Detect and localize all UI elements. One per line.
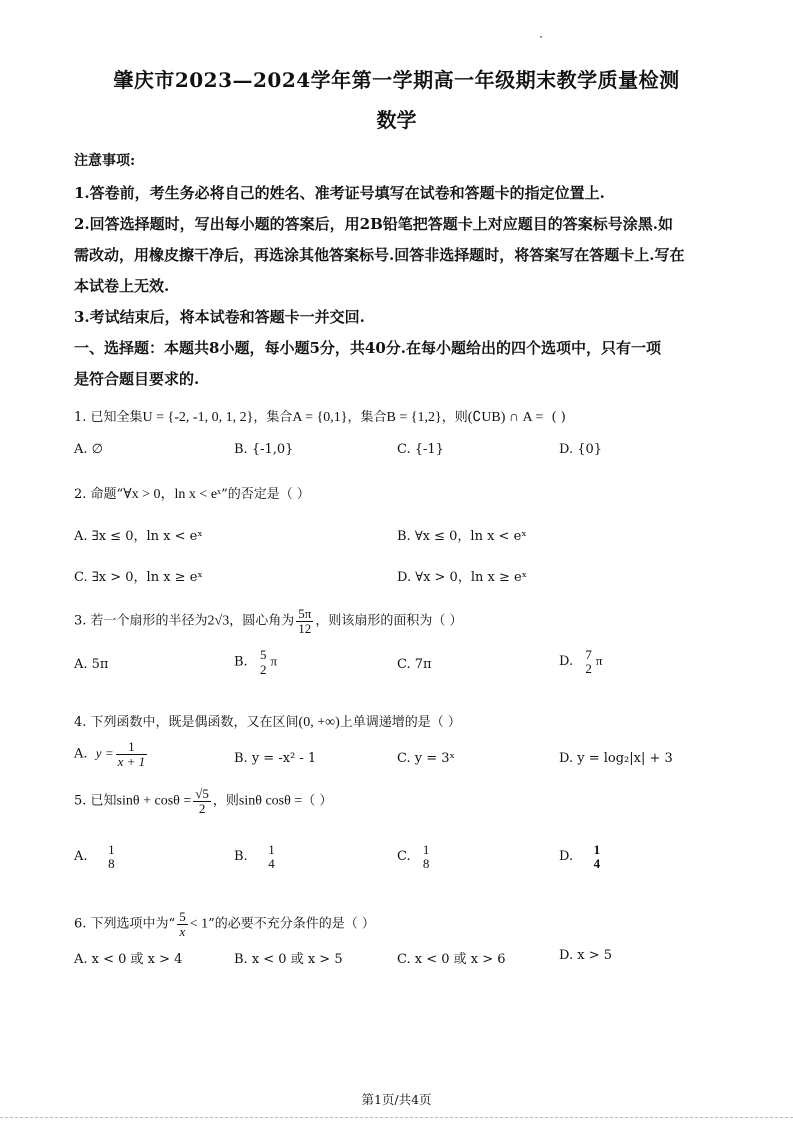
q3-option-a: A. 5π <box>74 657 109 672</box>
q2-option-a: A. ∃x ≤ 0，ln x < eˣ <box>74 529 203 544</box>
question-1-stem: 1. 已知全集U = {-2, -1, 0, 1, 2}，集合A = {0,1}，集合B = {1,2}，则(∁UB) ∩ A = ( ) <box>74 410 566 425</box>
question-5-stem: 5. 已知sinθ + cosθ = $\frac{√5}{2}$ ，则sinθ cosθ =（ ） <box>74 786 333 816</box>
page-bottom-edge <box>0 1117 793 1119</box>
q5-option-a: A. 1 8 <box>74 842 115 871</box>
notes-heading: 注意事项: <box>74 153 136 169</box>
scan-speck <box>540 36 542 38</box>
q2-option-d: D. ∀x > 0，ln x ≥ eˣ <box>397 570 528 585</box>
q3-option-b: B. $\frac{5}{2}$ π <box>234 647 278 677</box>
q6-option-b: B. x < 0 或 x > 5 <box>234 952 343 967</box>
note-1: 1.答卷前，考生务必将自己的姓名、准考证号填写在试卷和答题卡的指定位置上. <box>74 184 605 202</box>
section-heading-line-1: 一、选择题：本题共8小题，每小题5分，共40分.在每小题给出的四个选项中，只有一项 <box>74 339 661 357</box>
note-3: 3.考试结束后，将本试卷和答题卡一并交回. <box>74 308 365 326</box>
q3-radius: 2√3 <box>207 613 230 629</box>
exam-title: 肇庆市2023—2024学年第一学期高一年级期末教学质量检测 <box>113 68 680 92</box>
note-2-line-1: 2.回答选择题时，写出每小题的答案后，用2B铅笔把答题卡上对应题目的答案标号涂黑.如 <box>74 215 674 233</box>
q6-option-c: C. x < 0 或 x > 6 <box>397 952 506 967</box>
q6-fraction: $\frac{5}{x}$ <box>179 909 186 939</box>
q5-rhs-fraction: $\frac{√5}{2}$ <box>195 786 209 816</box>
q2-option-b: B. ∀x ≤ 0，ln x < eˣ <box>397 529 527 544</box>
q3-angle-fraction: $\frac{5\pi}{12}$ <box>298 606 312 636</box>
q1-set-a: A = {0,1} <box>292 410 348 425</box>
q1-option-d: D. {0} <box>559 442 603 457</box>
question-4-stem: 4. 下列函数中，既是偶函数，又在区间(0, +∞)上单调递增的是（ ） <box>74 715 461 730</box>
q3-option-c: C. 7π <box>397 657 432 672</box>
q1-option-b: B. {-1,0} <box>234 442 294 457</box>
q1-set-b: B = {1,2} <box>386 410 442 425</box>
q4-option-a: A. y = $\frac{1}{x + 1}$ <box>74 739 146 769</box>
q5-option-c: C. 1 8 <box>397 842 430 871</box>
page-number: 第1页/共4页 <box>361 1092 432 1107</box>
q2-proposition: ∀x > 0，ln x < eˣ <box>123 487 222 502</box>
question-6-stem: 6. 下列选项中为“ $\frac{5}{x}$ < 1”的必要不充分条件的是（ ） <box>74 909 375 939</box>
q4-interval: (0, +∞) <box>298 715 340 730</box>
q1-option-a: A. ∅ <box>74 442 103 457</box>
q1-expression: (∁UB) ∩ A = <box>467 410 544 425</box>
q6-option-a: A. x < 0 或 x > 4 <box>74 952 183 967</box>
q2-option-c: C. ∃x > 0，ln x ≥ eˣ <box>74 570 203 585</box>
q4-option-c: C. y = 3ˣ <box>397 751 456 766</box>
q6-option-d: D. x > 5 <box>559 948 612 963</box>
q5-option-b: B. 1 4 <box>234 842 275 871</box>
q4-option-b: B. y = -x² - 1 <box>234 751 317 766</box>
q3-option-d: D. 7 2 π <box>559 647 603 676</box>
exam-subject: 数学 <box>376 108 417 132</box>
note-2-line-2: 需改动，用橡皮擦干净后，再选涂其他答案标号.回答非选择题时，将答案写在答题卡上.写在 <box>74 246 685 264</box>
q1-universal-set: U = {-2, -1, 0, 1, 2} <box>142 410 254 425</box>
section-heading-line-2: 是符合题目要求的. <box>74 370 200 388</box>
q4-option-d: D. y = log₂|x| + 3 <box>559 751 673 766</box>
q5-option-d: D. 1 4 <box>559 842 601 871</box>
q1-option-c: C. {-1} <box>397 442 444 457</box>
question-2-stem: 2. 命题“∀x > 0，ln x < eˣ”的否定是（ ） <box>74 487 310 502</box>
note-2-line-3: 本试卷上无效. <box>74 277 170 295</box>
question-3-stem: 3. 若一个扇形的半径为2√3，圆心角为 $\frac{5\pi}{12}$ ，则该扇形的面积为（ ） <box>74 606 463 636</box>
